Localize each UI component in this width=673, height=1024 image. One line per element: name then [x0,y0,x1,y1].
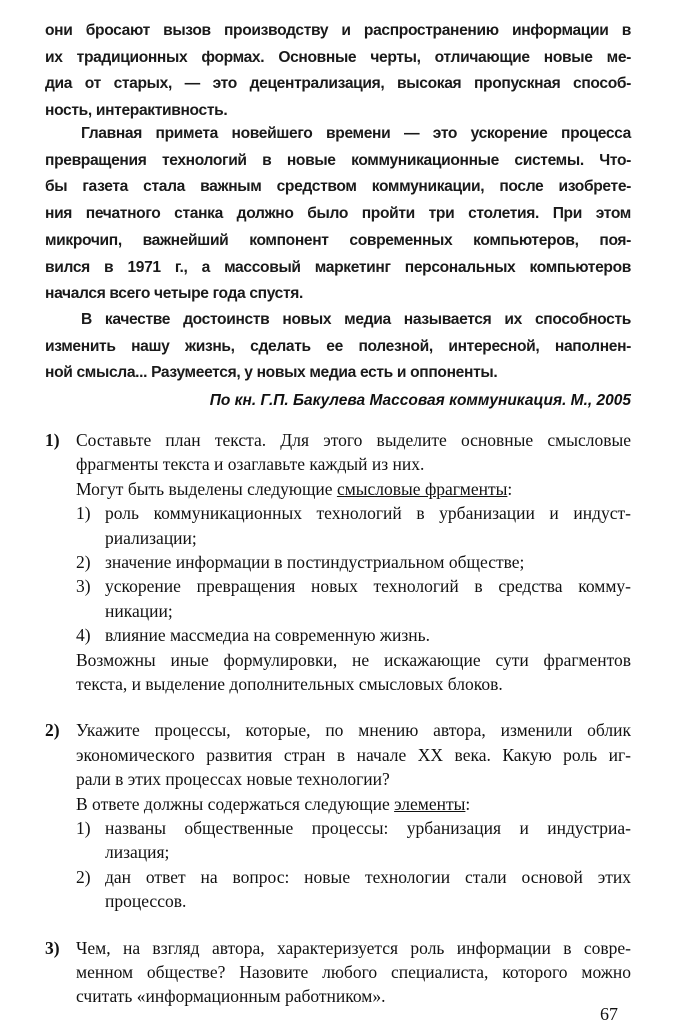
answer-item-number: 2) [76,866,91,887]
answer-item-line: значение информации в постиндустриальном обществе; [105,552,525,572]
task-question-line: экономического развития стран в начале XX века. Какую роль иг- [76,744,631,765]
task-question-line: менном обществе? Назовите любого специалиста, которого можно [76,962,631,982]
answer-intro [76,794,631,815]
answer-item-number: 4) [76,625,91,646]
task-question-line: рали в этих процессах новые технологии? [76,769,390,790]
intro-colon: : [465,793,471,814]
answer-item-line: роль коммуникационных технологий в урбанизации и индуст- [105,503,631,524]
answer-note-line: Возможны иные формулировки, не искажающие сути фрагментов [76,649,631,670]
answer-item-number: 2) [76,552,91,572]
passage-line: их традиционных формах. Основные черты, отличающие новые ме- [45,48,631,66]
task-question-line: Чем, на взгляд автора, характеризуется роль информации в совре- [76,937,631,958]
passage-line: они бросают вызов производству и распространению информации в [45,22,631,39]
answer-item-line: риализации; [105,527,197,548]
task-question-line: Составьте план текста. Для этого выделите основные смысловые [76,430,631,450]
task-question-line: фрагменты текста и озаглавьте каждый из них. [76,454,425,475]
source-citation: По кн. Г.П. Бакулева Массовая коммуникация. М., 2005 [209,392,631,409]
answer-note-line: текста, и выделение дополнительных смысловых блоков. [76,674,503,694]
answer-item-line: процессов. [105,891,187,912]
passage-line: В качестве достоинств новых медиа называется их способность [81,311,631,328]
task-question-line: считать «информационным работником». [76,986,386,1007]
passage-line: изменить нашу жизнь, сделать ее полезной, интересной, наполнен- [45,337,631,355]
page-number: 67 [600,1004,618,1024]
passage-line: ность, интерактивность. [45,102,228,120]
passage-line: бы газета стала важным средством коммуникации, после изобрете- [45,178,631,196]
passage-line: Главная примета новейшего времени — это ускорение процесса [81,125,631,142]
answer-item-number: 1) [76,818,91,838]
passage-line: вился в 1971 г., а массовый маркетинг персональных компьютеров [45,258,631,276]
answer-item-line: ускорение превращения новых технологий в средства комму- [105,576,631,597]
task-number: 3) [45,937,60,958]
passage-line: начался всего четыре года спустя. [45,285,304,303]
answer-item-line: дан ответ на вопрос: новые технологии стали основой этих [105,866,631,887]
answer-intro [76,479,631,500]
passage-line: диа от старых, — это децентрализация, высокая пропускная способ- [45,75,631,93]
passage-line: превращения технологий в новые коммуникационные системы. Что- [45,151,631,169]
answer-item-line: названы общественные процессы: урбанизация и индустриа- [105,818,631,838]
intro-text: Могут быть выделены следующие [76,478,337,499]
answer-item-line: влияние массмедиа на современную жизнь. [105,625,430,646]
task-question-line: Укажите процессы, которые, по мнению автора, изменили облик [76,720,631,741]
answer-item-number: 1) [76,503,91,524]
underlined-term: элементы [394,793,466,814]
task-number: 2) [45,720,60,741]
answer-item-number: 3) [76,576,91,597]
passage-line: ной смысла... Разумеется, у новых медиа есть и оппоненты. [45,364,498,382]
passage-line: микрочип, важнейший компонент современных компьютеров, поя- [45,231,631,249]
task-number: 1) [45,430,60,450]
answer-item-line: никации; [105,600,173,621]
intro-colon: : [507,478,513,499]
intro-text: В ответе должны содержаться следующие [76,793,395,814]
passage-line: ния печатного станка должно было пройти три столетия. При этом [45,205,631,223]
answer-item-line: лизация; [105,842,170,863]
underlined-term: смысловые фрагменты [336,478,508,499]
